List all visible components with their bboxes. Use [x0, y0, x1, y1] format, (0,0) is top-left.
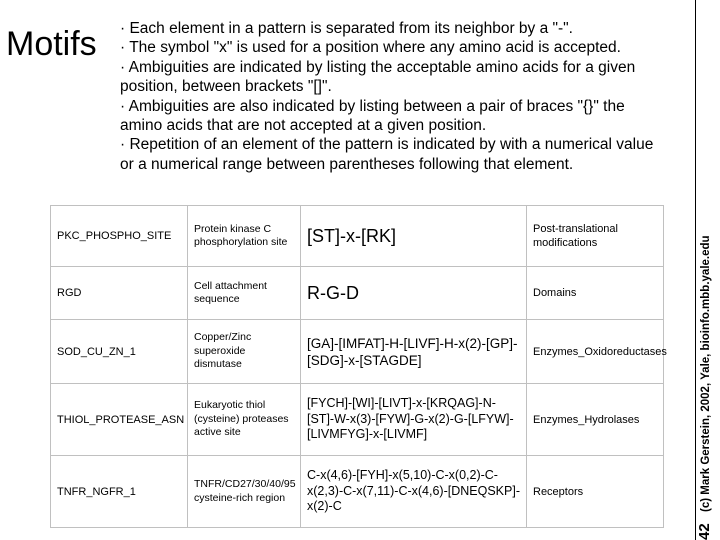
- motif-pattern: R-G-D: [301, 267, 527, 320]
- motif-category: Enzymes_Oxidoreductases: [527, 320, 664, 384]
- motif-pattern: [FYCH]-[WI]-[LIVT]-x-[KRQAG]-N-[ST]-W-x(3)-[FYW]-G-x(2)-G-[LFYW]-[LIVMFYG]-x-[LIVMF]: [301, 384, 527, 456]
- motif-description: TNFR/CD27/30/40/95 cysteine-rich region: [188, 456, 301, 528]
- bullet-line: amino acids that are not accepted at a given position.: [120, 117, 487, 135]
- motif-category: Post-translational modifications: [527, 206, 664, 267]
- slide-title: Motifs: [6, 25, 97, 63]
- motif-category: Receptors: [527, 456, 664, 528]
- motif-category: Domains: [527, 267, 664, 320]
- table-row: [51, 456, 664, 528]
- motif-category: Enzymes_Hydrolases: [527, 384, 664, 456]
- table-row: [51, 206, 664, 267]
- bullet-line: position, between brackets "[]".: [120, 78, 332, 96]
- motif-pattern: C-x(4,6)-[FYH]-x(5,10)-C-x(0,2)-C-x(2,3)-C-x(7,11)-C-x(4,6)-[DNEQSKP]-x(2)-C: [301, 456, 527, 528]
- table-row: [51, 267, 664, 320]
- motif-description: Copper/Zinc superoxide dismutase: [188, 320, 301, 384]
- table-row: [51, 384, 664, 456]
- bullet-line: · Each element in a pattern is separated from its neighbor by a "-".: [120, 20, 573, 37]
- motif-description: Eukaryotic thiol (cysteine) proteases active site: [188, 384, 301, 456]
- motif-name: THIOL_PROTEASE_ASN: [51, 384, 188, 456]
- motif-pattern: [ST]-x-[RK]: [301, 206, 527, 267]
- motif-description: Protein kinase C phosphorylation site: [188, 206, 301, 267]
- motif-pattern: [GA]-[IMFAT]-H-[LIVF]-H-x(2)-[GP]-[SDG]-x-[STAGDE]: [301, 320, 527, 384]
- motif-name: TNFR_NGFR_1: [51, 456, 188, 528]
- bullet-text: [120, 19, 690, 174]
- bullet-line: · The symbol "x" is used for a position where any amino acid is accepted.: [120, 39, 621, 57]
- motif-name: SOD_CU_ZN_1: [51, 320, 188, 384]
- side-footer: [695, 120, 715, 540]
- motif-description: Cell attachment sequence: [188, 267, 301, 320]
- bullet-line: or a numerical range between parentheses following that element.: [120, 155, 574, 173]
- page-number: 42: [696, 523, 713, 540]
- bullet-line: · Ambiguities are also indicated by listing between a pair of braces "{}" the: [120, 97, 625, 115]
- copyright-credit: (c) Mark Gerstein, 2002, Yale, bioinfo.mbb.yale.edu: [700, 235, 712, 512]
- motif-name: RGD: [51, 267, 188, 320]
- bullet-line: · Ambiguities are indicated by listing the acceptable amino acids for a given: [120, 58, 636, 76]
- motif-name: PKC_PHOSPHO_SITE: [51, 206, 188, 267]
- motif-table: [50, 205, 667, 528]
- table-row: [51, 320, 664, 384]
- bullet-line: · Repetition of an element of the pattern is indicated by with a numerical value: [120, 136, 654, 154]
